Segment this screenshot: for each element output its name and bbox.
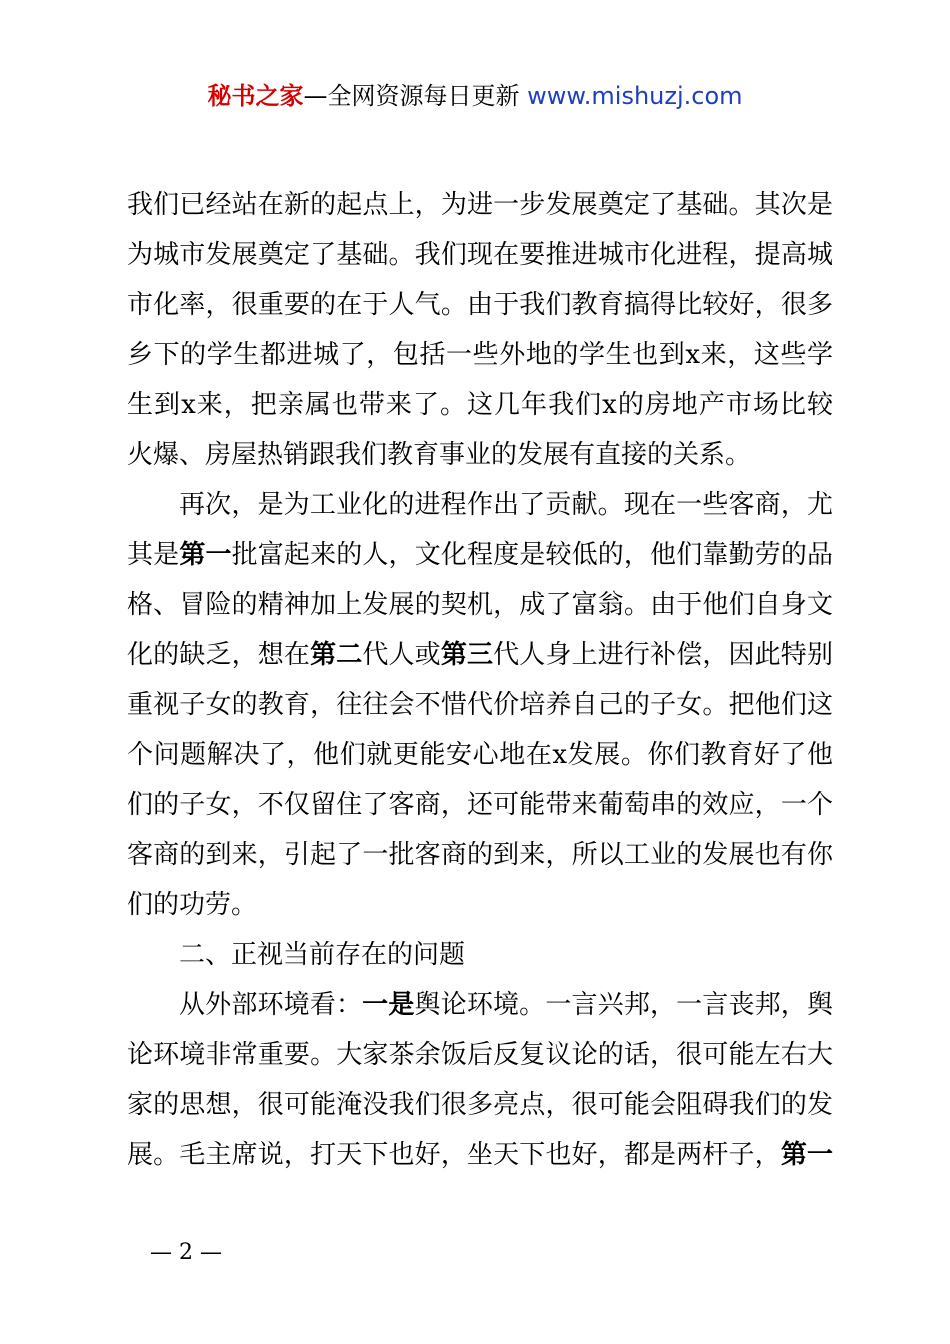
text-line: 乡下的学生都进城了，包括一些外地的学生也到x来，这些学 <box>127 340 833 370</box>
text-line: 家的思想，很可能淹没我们很多亮点，很可能会阻碍我们的发 <box>127 1090 833 1120</box>
header-tagline: —全网资源每日更新 <box>303 82 520 110</box>
text-line: 火爆、房屋热销跟我们教育事业的发展有直接的关系。 <box>127 440 752 470</box>
site-url-link[interactable]: www.mishuzj.com <box>527 82 743 110</box>
text-line: 生到x来，把亲属也带来了。这几年我们x的房地产市场比较 <box>127 390 833 420</box>
text-line: 重视子女的教育，往往会不惜代价培养自己的子女。把他们这 <box>127 690 833 720</box>
text-line: 个问题解决了，他们就更能安心地在x发展。你们教育好了他 <box>127 740 833 770</box>
text-line: 格、冒险的精神加上发展的契机，成了富翁。由于他们自身文 <box>127 590 833 620</box>
text-line: 论环境非常重要。大家茶余饭后反复议论的话，很可能左右大 <box>127 1040 833 1070</box>
text-line: 市化率，很重要的在于人气。由于我们教育搞得比较好，很多 <box>127 290 833 320</box>
brand-name: 秘书之家 <box>207 82 304 110</box>
text-line: 展。毛主席说，打天下也好，坐天下也好，都是两杆子，第一 <box>127 1140 833 1170</box>
text-line: 我们已经站在新的起点上，为进一步发展奠定了基础。其次是 <box>127 190 833 220</box>
text-line: 其是第一批富起来的人，文化程度是较低的，他们靠勤劳的品 <box>127 540 833 570</box>
site-header <box>0 80 950 112</box>
paragraph-start-line: 再次，是为工业化的进程作出了贡献。现在一些客商，尤 <box>179 490 833 520</box>
document-body <box>127 180 833 1180</box>
text-line: 们的功劳。 <box>127 890 258 920</box>
text-line: 客商的到来，引起了一批客商的到来，所以工业的发展也有你 <box>127 840 833 870</box>
paragraph-start-line: 从外部环境看：一是舆论环境。一言兴邦，一言丧邦，舆 <box>179 990 833 1020</box>
page-number: — 2 — <box>150 1240 222 1265</box>
text-line: 化的缺乏，想在第二代人或第三代人身上进行补偿，因此特别 <box>127 640 833 670</box>
text-line: 为城市发展奠定了基础。我们现在要推进城市化进程，提高城 <box>127 240 833 270</box>
section-heading: 二、正视当前存在的问题 <box>179 940 466 970</box>
text-line: 们的子女，不仅留住了客商，还可能带来葡萄串的效应，一个 <box>127 790 833 820</box>
